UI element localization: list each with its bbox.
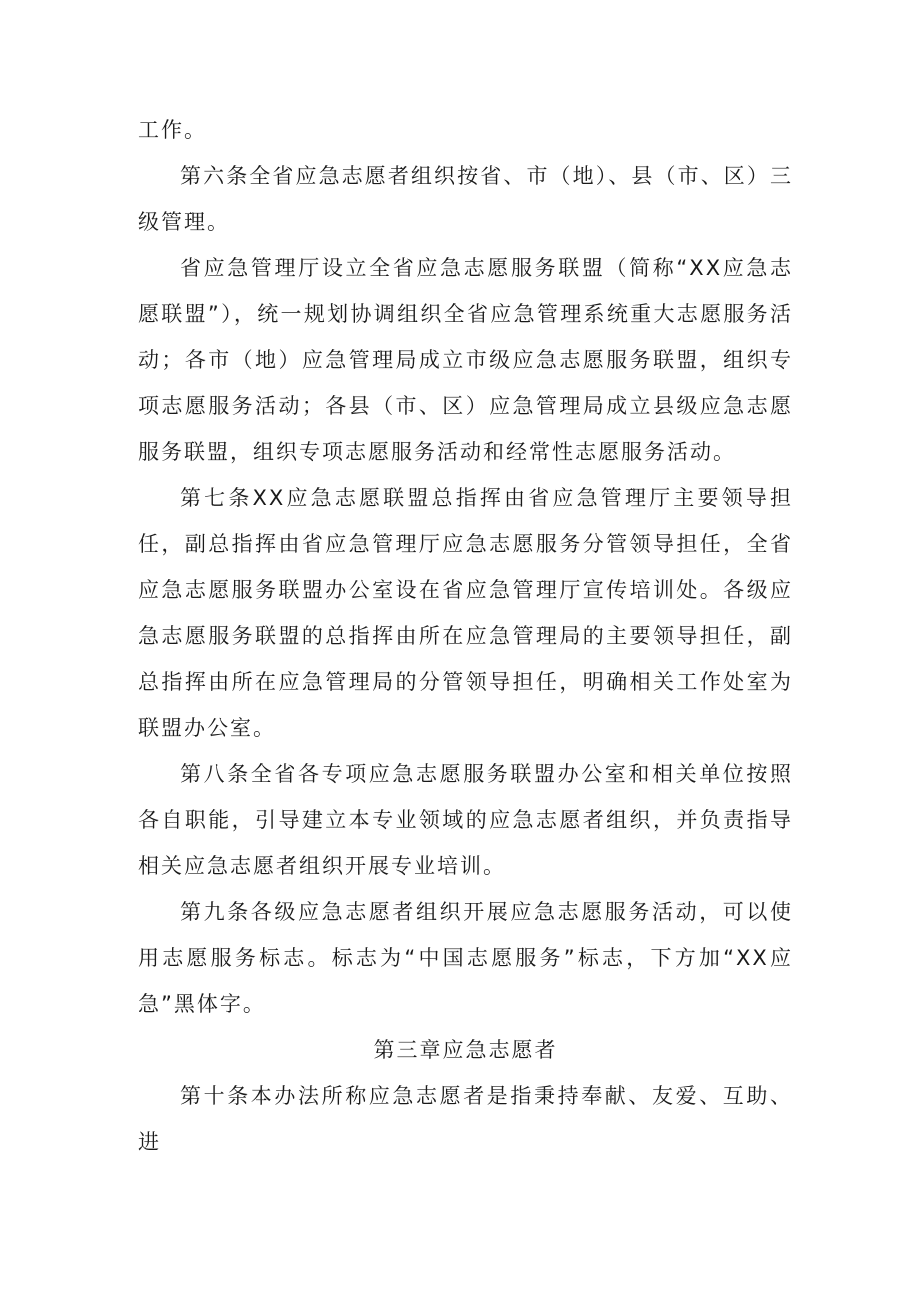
paragraph-article-7: 第七条XX应急志愿联盟总指挥由省应急管理厅主要领导担任，副总指挥由省应急管理厅应急志愿服务分管领导担任，全省应急志愿服务联盟办公室设在省应急管理厅宣传培训处。各级应急志愿服务联盟的总指挥由所在应急管理局的主要领导担任，副总指挥由所在应急管理局的分管领导担任，明确相关工作处室为联盟办公室。 [138,486,793,740]
paragraph-article-9: 第九条各级应急志愿者组织开展应急志愿服务活动，可以使用志愿服务标志。标志为“中国志愿服务”标志，下方加“XX应急”黑体字。 [138,900,793,1016]
paragraph-article-8: 第八条全省各专项应急志愿服务联盟办公室和相关单位按照各自职能，引导建立本专业领域的应急志愿者组织，并负责指导相关应急志愿者组织开展专业培训。 [138,762,793,878]
paragraph-article-10: 第十条本办法所称应急志愿者是指秉持奉献、友爱、互助、进 [138,1084,793,1154]
chapter-heading: 第三章应急志愿者 [373,1038,558,1062]
paragraph-continuation: 工作。 [138,118,207,142]
document-body [138,107,793,1165]
paragraph-alliance-setup: 省应急管理厅设立全省应急志愿服务联盟（简称“XX应急志愿联盟”），统一规划协调组织全省应急管理系统重大志愿服务活动；各市（地）应急管理局成立市级应急志愿服务联盟，组织专项志愿服务活动；各县（市、区）应急管理局成立县级应急志愿服务联盟，组织专项志愿服务活动和经常性志愿服务活动。 [138,256,793,464]
paragraph-article-6: 第六条全省应急志愿者组织按省、市（地）、县（市、区）三级管理。 [138,164,793,234]
